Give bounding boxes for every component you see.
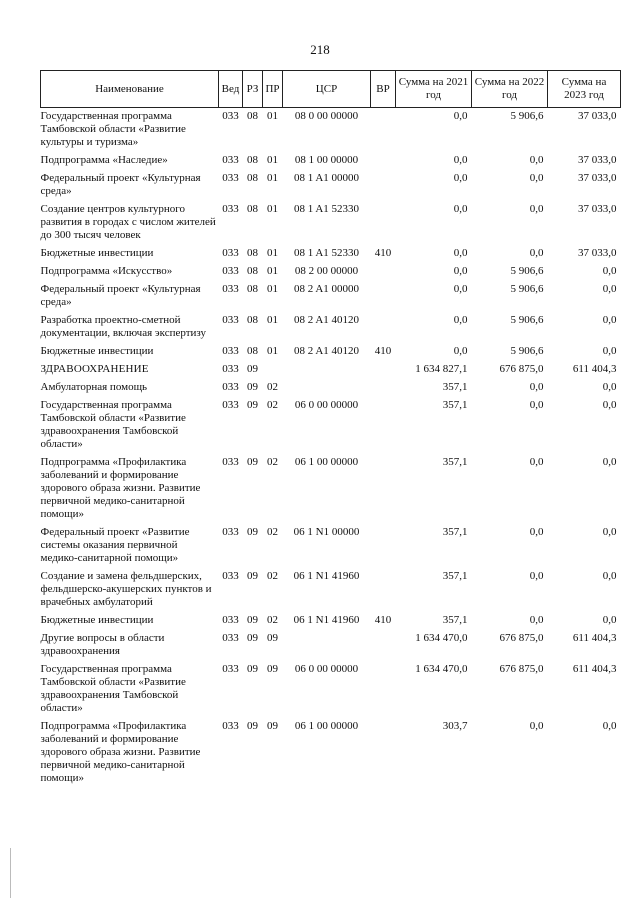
row-csr-code: 08 2 A1 40120: [293, 314, 360, 326]
table-row: [41, 263, 621, 281]
row-ved-code: 033: [222, 247, 239, 259]
row-sum-2021: 357,1: [442, 614, 468, 626]
table-row: [41, 397, 621, 454]
row-ved-code: 033: [222, 265, 239, 277]
row-rz-code: 08: [247, 283, 258, 295]
row-vr-code: [371, 630, 396, 661]
row-name: ЗДРАВООХРАНЕНИЕ: [40, 363, 149, 375]
table-row: [41, 281, 621, 312]
row-vr-code: [371, 524, 396, 568]
row-name: Подпрограмма «Профилактика заболеваний и формирование здорового образа жизни. Развитие первичной медико-санитарной помощи»: [40, 720, 201, 784]
row-ved-code: 033: [222, 570, 239, 582]
row-name: Подпрограмма «Искусство»: [40, 265, 173, 277]
row-name: Создание центров культурного развития в городах с числом жителей до 300 тысяч человек: [40, 203, 216, 241]
row-ved-code: 033: [222, 345, 239, 357]
row-pr-code: 02: [267, 381, 278, 393]
row-rz-code: 08: [247, 110, 258, 122]
row-pr-code: 02: [267, 399, 278, 411]
row-sum-2023: 37 033,0: [578, 203, 617, 215]
row-csr-code: [283, 630, 371, 661]
row-pr-code: 02: [267, 614, 278, 626]
row-sum-2022: 0,0: [529, 570, 544, 582]
row-pr-code: 01: [267, 110, 278, 122]
table-row: [41, 245, 621, 263]
row-sum-2023: 0,0: [602, 526, 617, 538]
row-sum-2021: 357,1: [442, 526, 468, 538]
table-row: [41, 312, 621, 343]
row-rz-code: 09: [247, 363, 258, 375]
row-name: Федеральный проект «Развитие системы оказания первичной медико-санитарной помощи»: [40, 526, 190, 564]
row-name: Федеральный проект «Культурная среда»: [40, 172, 201, 197]
row-sum-2023: 611 404,3: [572, 663, 617, 675]
row-sum-2023: 611 404,3: [572, 363, 617, 375]
row-pr-code: 01: [267, 172, 278, 184]
row-csr-code: [283, 361, 371, 379]
row-vr-code: [371, 108, 396, 153]
row-vr-code: [371, 661, 396, 718]
row-csr-code: 06 1 N1 00000: [293, 526, 360, 538]
table-row: [41, 108, 621, 153]
table-row: [41, 343, 621, 361]
row-csr-code: 06 1 00 00000: [294, 720, 359, 732]
row-sum-2023: 0,0: [602, 399, 617, 411]
row-sum-2023: 37 033,0: [578, 110, 617, 122]
row-sum-2022: 5 906,6: [510, 345, 544, 357]
row-sum-2022: 5 906,6: [510, 283, 544, 295]
row-sum-2023: 611 404,3: [572, 632, 617, 644]
scan-margin-mark: [10, 848, 11, 898]
row-sum-2021: 0,0: [453, 203, 468, 215]
row-rz-code: 09: [247, 720, 258, 732]
column-header-sum-2023: Сумма на 2023 год: [548, 71, 621, 108]
row-rz-code: 08: [247, 203, 258, 215]
row-pr-code: 01: [267, 154, 278, 166]
row-csr-code: 08 2 00 00000: [294, 265, 359, 277]
row-sum-2022: 5 906,6: [510, 265, 544, 277]
row-csr-code: 06 1 N1 41960: [293, 614, 360, 626]
column-header-csr: ЦСР: [283, 71, 371, 108]
row-sum-2022: 676 875,0: [499, 663, 544, 675]
row-ved-code: 033: [222, 614, 239, 626]
row-vr-code: [371, 568, 396, 612]
row-pr-code: 01: [267, 203, 278, 215]
row-pr-code: 09: [267, 632, 278, 644]
row-pr-code: 09: [267, 663, 278, 675]
row-rz-code: 09: [247, 456, 258, 468]
table-row: [41, 170, 621, 201]
row-sum-2021: 1 634 470,0: [415, 632, 468, 644]
table-row: [41, 361, 621, 379]
row-csr-code: 08 1 A1 52330: [293, 247, 360, 259]
row-sum-2021: 0,0: [453, 283, 468, 295]
row-vr-code: [371, 263, 396, 281]
row-name: Бюджетные инвестиции: [40, 614, 154, 626]
row-sum-2022: 0,0: [529, 526, 544, 538]
row-vr-code: [371, 312, 396, 343]
row-sum-2021: 0,0: [453, 247, 468, 259]
row-name: Подпрограмма «Наследие»: [40, 154, 168, 166]
row-sum-2021: 1 634 470,0: [415, 663, 468, 675]
row-sum-2021: 357,1: [442, 570, 468, 582]
row-sum-2022: 0,0: [529, 720, 544, 732]
page-number: 218: [310, 42, 330, 57]
row-sum-2023: 0,0: [602, 456, 617, 468]
row-sum-2021: 357,1: [442, 381, 468, 393]
table-row: [41, 612, 621, 630]
table-row: [41, 201, 621, 245]
column-header-name: Наименование: [41, 71, 219, 108]
row-ved-code: 033: [222, 283, 239, 295]
row-rz-code: 09: [247, 399, 258, 411]
row-sum-2022: 0,0: [529, 154, 544, 166]
row-name: Бюджетные инвестиции: [40, 345, 154, 357]
row-rz-code: 08: [247, 154, 258, 166]
row-vr-code: [371, 170, 396, 201]
row-sum-2021: 0,0: [453, 172, 468, 184]
table-row: [41, 568, 621, 612]
table-row: [41, 379, 621, 397]
row-rz-code: 09: [247, 381, 258, 393]
row-pr-code: 01: [267, 283, 278, 295]
row-sum-2021: 0,0: [453, 314, 468, 326]
row-vr-code: [371, 201, 396, 245]
row-sum-2022: 0,0: [529, 381, 544, 393]
row-ved-code: 033: [222, 663, 239, 675]
row-name: Подпрограмма «Профилактика заболеваний и формирование здорового образа жизни. Развитие первичной медико-санитарной помощи»: [40, 456, 201, 520]
row-vr-code: [371, 281, 396, 312]
row-sum-2021: 357,1: [442, 399, 468, 411]
row-ved-code: 033: [222, 456, 239, 468]
row-sum-2021: 303,7: [442, 720, 468, 732]
budget-table: [40, 70, 621, 788]
row-pr-code: 01: [267, 345, 278, 357]
row-vr-code: 410: [374, 247, 392, 259]
row-rz-code: 09: [247, 663, 258, 675]
row-pr-code: 02: [267, 456, 278, 468]
row-sum-2023: 0,0: [602, 614, 617, 626]
column-header-vr: ВР: [371, 71, 396, 108]
row-sum-2023: 37 033,0: [578, 247, 617, 259]
row-sum-2022: 0,0: [529, 614, 544, 626]
row-rz-code: 09: [247, 614, 258, 626]
row-sum-2021: 0,0: [453, 345, 468, 357]
row-vr-code: [371, 361, 396, 379]
column-header-sum-2022: Сумма на 2022 год: [472, 71, 548, 108]
row-vr-code: [371, 152, 396, 170]
row-sum-2023: 0,0: [602, 265, 617, 277]
row-sum-2023: 0,0: [602, 381, 617, 393]
row-rz-code: 08: [247, 345, 258, 357]
row-ved-code: 033: [222, 381, 239, 393]
row-rz-code: 09: [247, 526, 258, 538]
row-csr-code: 08 1 A1 00000: [293, 172, 360, 184]
row-name: Другие вопросы в области здравоохранения: [40, 632, 165, 657]
row-name: Разработка проектно-сметной документации, включая экспертизу: [40, 314, 207, 339]
table-header-row: [41, 71, 621, 108]
row-csr-code: 06 0 00 00000: [294, 399, 359, 411]
row-sum-2023: 37 033,0: [578, 172, 617, 184]
table-row: [41, 718, 621, 788]
row-name: Бюджетные инвестиции: [40, 247, 154, 259]
row-sum-2023: 37 033,0: [578, 154, 617, 166]
row-csr-code: 06 0 00 00000: [294, 663, 359, 675]
row-ved-code: 033: [222, 110, 239, 122]
row-vr-code: 410: [374, 345, 392, 357]
row-csr-code: 08 0 00 00000: [294, 110, 359, 122]
column-header-ved: Вед: [219, 71, 243, 108]
row-ved-code: 033: [222, 526, 239, 538]
row-pr-code: [263, 361, 283, 379]
row-ved-code: 033: [222, 172, 239, 184]
row-csr-code: [283, 379, 371, 397]
row-sum-2023: 0,0: [602, 720, 617, 732]
row-vr-code: [371, 454, 396, 524]
table-body: [41, 108, 621, 789]
row-rz-code: 08: [247, 265, 258, 277]
row-sum-2021: 0,0: [453, 110, 468, 122]
row-name: Государственная программа Тамбовской области «Развитие здравоохранения Тамбовской области»: [40, 663, 186, 714]
row-sum-2023: 0,0: [602, 283, 617, 295]
row-pr-code: 02: [267, 570, 278, 582]
row-ved-code: 033: [222, 399, 239, 411]
row-sum-2022: 5 906,6: [510, 110, 544, 122]
row-sum-2023: 0,0: [602, 570, 617, 582]
row-csr-code: 06 1 00 00000: [294, 456, 359, 468]
row-csr-code: 08 2 A1 00000: [293, 283, 360, 295]
row-pr-code: 01: [267, 247, 278, 259]
column-header-sum-2021: Сумма на 2021 год: [396, 71, 472, 108]
row-pr-code: 01: [267, 314, 278, 326]
row-csr-code: 06 1 N1 41960: [293, 570, 360, 582]
row-sum-2023: 0,0: [602, 345, 617, 357]
row-vr-code: [371, 718, 396, 788]
row-vr-code: [371, 397, 396, 454]
row-pr-code: 01: [267, 265, 278, 277]
row-vr-code: [371, 379, 396, 397]
table-row: [41, 524, 621, 568]
row-vr-code: 410: [374, 614, 392, 626]
row-csr-code: 08 1 00 00000: [294, 154, 359, 166]
table-row: [41, 454, 621, 524]
row-ved-code: 033: [222, 363, 239, 375]
row-ved-code: 033: [222, 720, 239, 732]
row-sum-2022: 5 906,6: [510, 314, 544, 326]
row-sum-2021: 357,1: [442, 456, 468, 468]
row-sum-2022: 0,0: [529, 172, 544, 184]
table-row: [41, 630, 621, 661]
column-header-rz: РЗ: [243, 71, 263, 108]
row-sum-2022: 0,0: [529, 399, 544, 411]
row-rz-code: 09: [247, 570, 258, 582]
row-rz-code: 09: [247, 632, 258, 644]
row-name: Амбулаторная помощь: [40, 381, 148, 393]
row-ved-code: 033: [222, 203, 239, 215]
row-name: Создание и замена фельдшерских, фельдшерско-акушерских пунктов и врачебных амбулаторий: [40, 570, 212, 608]
row-pr-code: 02: [267, 526, 278, 538]
row-sum-2022: 0,0: [529, 203, 544, 215]
row-pr-code: 09: [267, 720, 278, 732]
table-row: [41, 152, 621, 170]
row-name: Федеральный проект «Культурная среда»: [40, 283, 201, 308]
row-rz-code: 08: [247, 314, 258, 326]
row-sum-2021: 0,0: [453, 154, 468, 166]
row-ved-code: 033: [222, 314, 239, 326]
row-sum-2022: 0,0: [529, 456, 544, 468]
table-row: [41, 661, 621, 718]
row-ved-code: 033: [222, 154, 239, 166]
row-sum-2022: 0,0: [529, 247, 544, 259]
row-sum-2021: 0,0: [453, 265, 468, 277]
row-sum-2022: 676 875,0: [499, 632, 544, 644]
row-sum-2021: 1 634 827,1: [415, 363, 468, 375]
row-rz-code: 08: [247, 172, 258, 184]
row-csr-code: 08 1 A1 52330: [293, 203, 360, 215]
row-name: Государственная программа Тамбовской области «Развитие здравоохранения Тамбовской области»: [40, 399, 186, 450]
row-sum-2023: 0,0: [602, 314, 617, 326]
row-name: Государственная программа Тамбовской области «Развитие культуры и туризма»: [40, 110, 186, 148]
row-rz-code: 08: [247, 247, 258, 259]
row-csr-code: 08 2 A1 40120: [293, 345, 360, 357]
row-ved-code: 033: [222, 632, 239, 644]
column-header-pr: ПР: [263, 71, 283, 108]
row-sum-2022: 676 875,0: [499, 363, 544, 375]
